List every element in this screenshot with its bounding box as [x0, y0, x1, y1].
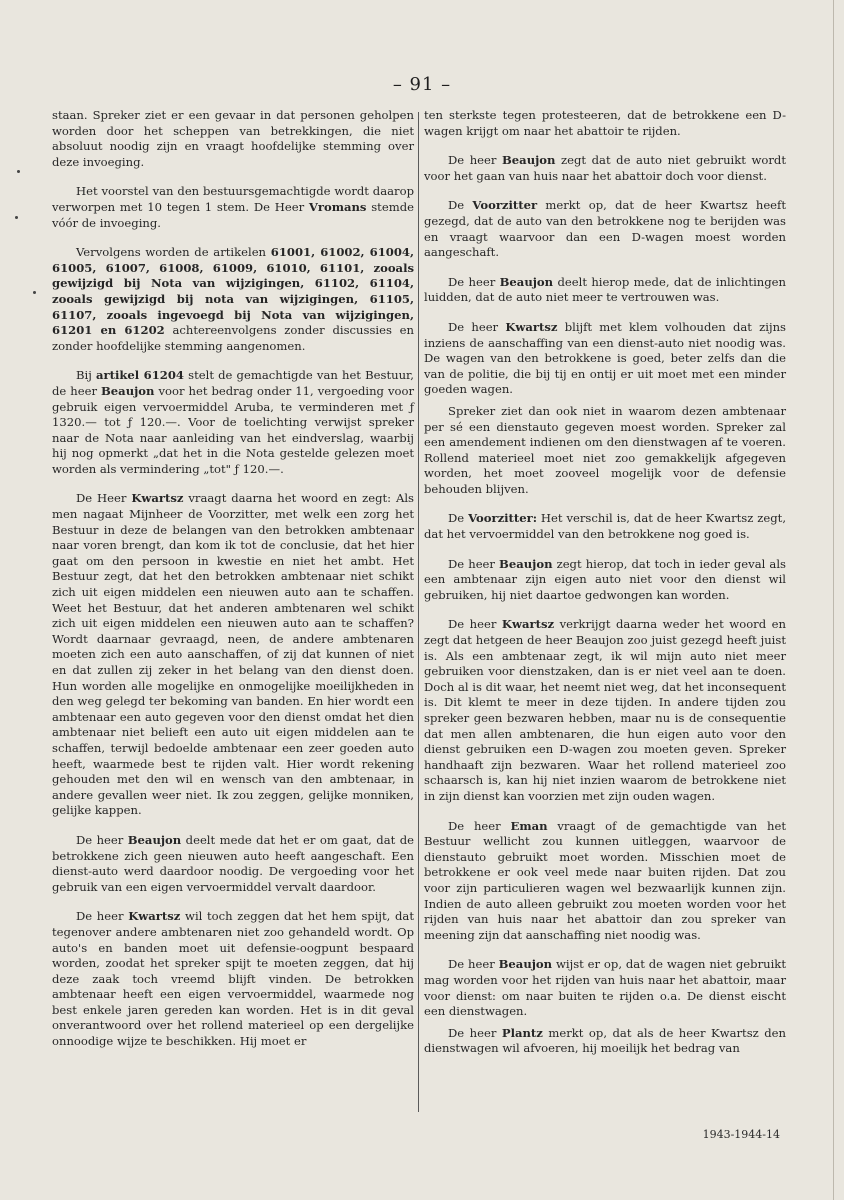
margin-mark	[15, 216, 18, 219]
speaker-name: Beaujon	[101, 383, 155, 398]
speaker-name: Beaujon	[499, 274, 554, 289]
article-reference: artikel 61204	[95, 368, 184, 383]
paragraph: De heer Beaujon zegt hierop, dat toch in ieder geval als een ambtenaar zijn eigen auto niet voor den dienst wil gebruiken, hij niet daartoe gedwongen kan worden.	[424, 556, 786, 602]
page-number: – 91 –	[392, 74, 452, 95]
paragraph: Vervolgens worden de artikelen 61001, 61002, 61004, 61005, 61007, 61008, 61009, 61010, 61101, zooals gewijzigd bij Nota van wijzigingen, 61102, 61104, zooals gewijzigd bij nota van wijzigingen, 61105, 61107, zooals ingevoegd bij Nota van wijzigingen, 61201 en 61202 achtereenvolgens zonder discussies en zonder hoofdelijke stemming aangenomen.	[52, 245, 414, 353]
speaker-name: Vromans	[308, 199, 367, 214]
article-numbers: 61001, 61002, 61004, 61005, 61007, 61008, 61009, 61010, 61101, zooals gewijzigd bij Nota van wijzigingen, 61102, 61104, zooals gewijzigd bij nota van wijzigingen, 61105, 61107, zooals ingevoegd bij Nota van wijzigingen, 61201 en 61202	[52, 245, 414, 338]
paragraph: De heer Kwartsz wil toch zeggen dat het hem spijt, dat tegenover andere ambtenaren niet zoo gehandeld wordt. Op auto's en banden moet uit defensie-oogpunt bespaard worden, zoodat het spreker spijt te moeten zeggen, dat hij deze zaak toch vreemd blijft vinden. De betrokken ambtenaar heeft een eigen vervoermiddel, waarmede nog best enkele jaren gereden kan worden. Het is in dit geval onverantwoord over het rollend materieel op een dergelijke onnoodige wijze te beschikken. Hij moet er	[52, 909, 414, 1049]
paragraph: De heer Beaujon zegt dat de auto niet gebruikt wordt voor het gaan van huis naar het abattoir doch voor dienst.	[424, 153, 787, 183]
paragraph: De heer Kwartsz blijft met klem volhouden dat zijns inziens de aanschaffing van een dienst-auto niet noodig was. De wagen van den betrokkene is goed, beter zelfs dan die van de politie, die bij tij en ontij er uit moet met een minder goeden wagen.	[424, 319, 786, 397]
paragraph: Spreker ziet dan ook niet in waarom dezen ambtenaar per sé een dienstauto gegeven moest worden. Spreker zal een amendement indienen om den dienstwagen af te voeren. Rollend materieel moet niet zoo gemakkelijk afgegeven worden, het moet zooveel mogelijk voor de defensie behouden blijven.	[424, 403, 786, 496]
left-column	[52, 108, 414, 1064]
paragraph: ten sterkste tegen protesteeren, dat de betrokkene een D-wagen krijgt om naar het abattoir te rijden.	[424, 108, 786, 138]
paragraph: De heer Beaujon wijst er op, dat de wagen niet gebruikt mag worden voor het rijden van huis naar het abattoir, maar voor dienst: om naar buiten te rijden o.a. De dienst eischt een dienstwagen.	[424, 957, 786, 1019]
speaker-name: Beaujon	[127, 832, 182, 847]
speaker-name: Beaujon	[498, 957, 553, 972]
paragraph: De Heer Kwartsz vraagt daarna het woord en zegt: Als men nagaat Mijnheer de Voorzitter, met welk een zorg het Bestuur in deze de belangen van den betrokken ambtenaar naar voren brengt, dan kom ik tot de conclusie, dat het hier gaat om den persoon in kwestie en niet het ambt. Het Bestuur zegt, dat het den betrokken ambtenaar niet schikt zich uit eigen middelen een nieuwen auto aan te schaffen. Weet het Bestuur, dat het anderen ambtenaren wel schikt zich uit eigen middelen een nieuwen auto aan te schaffen? Wordt daarnaar gevraagd, neen, de andere ambtenaren moeten zich een auto aanschaffen, of zij dat kunnen of niet en dat zullen zij zeker in het belang van den dienst doen. Hun worden alle mogelijke en onmogelijke moeilijkheden in den weg gelegd ter bekoming van banden. En hier wordt een ambtenaar een auto gegeven voor den dienst omdat het dien ambtenaar niet belieft een auto uit eigen middelen aan te schaffen, terwijl bedoelde ambtenaar een zeer goeden auto heeft, waarmede best te rijden valt. Hier wordt rekening gehouden met den wil en wensch van den ambtenaar, in andere gevallen weer niet. Ik zou zeggen, gelijke monniken, gelijke kappen.	[52, 491, 414, 818]
paragraph: De heer Beaujon deelt mede dat het er om gaat, dat de betrokkene zich geen nieuwen auto heeft aangeschaft. Een dienst-auto werd daardoor noodig. De vergoeding voor het gebruik van een eigen vervoermiddel vervalt daardoor.	[52, 832, 414, 894]
speaker-name: Kwartsz	[128, 909, 181, 924]
speaker-name: Voorzitter:	[468, 511, 538, 526]
speaker-name: Beaujon	[502, 153, 556, 168]
speaker-name: Voorzitter	[472, 198, 538, 213]
speaker-name: Eman	[510, 818, 548, 833]
page-edge-line	[833, 0, 834, 1200]
footer-reference: 1943-1944-14	[702, 1128, 780, 1141]
margin-mark	[17, 170, 20, 173]
paragraph: Bij artikel 61204 stelt de gemachtigde van het Bestuur, de heer Beaujon voor het bedrag onder 11, vergoeding voor gebruik eigen vervoermiddel Aruba, te verminderen met ƒ 1320.— tot ƒ 120.—. Voor de toelichting verwijst spreker naar de Nota naar aanleiding van het eindverslag, waarbij hij nog opmerkt „dat het in die Nota gestelde gelezen moet worden als vermindering „tot" ƒ 120.—.	[52, 368, 414, 476]
speaker-name: Kwartsz	[501, 617, 555, 632]
margin-mark	[33, 291, 36, 294]
paragraph: staan. Spreker ziet er een gevaar in dat personen geholpen worden door het scheppen van betrekkingen, die niet absoluut noodig zijn en vraagt hoofdelijke stemming over deze invoeging.	[52, 108, 414, 169]
column-divider	[418, 112, 419, 1112]
paragraph: De Voorzitter: Het verschil is, dat de heer Kwartsz zegt, dat het vervoermiddel van den betrokkene nog goed is.	[424, 511, 787, 542]
paragraph: De heer Beaujon deelt hierop mede, dat de inlichtingen luidden, dat de auto niet meer te vertrouwen was.	[424, 274, 786, 305]
right-column	[424, 108, 786, 1071]
speaker-name: Beaujon	[499, 556, 553, 571]
paragraph: De heer Kwartsz verkrijgt daarna weder het woord en zegt dat hetgeen de heer Beaujon zoo juist gezegd heeft juist is. Als een ambtenaar zegt, ik wil mijn auto niet meer gebruiken voor dienstzaken, dan is er niet veel aan te doen. Doch al is dit waar, het neemt niet weg, dat het inconsequent is. Dit klemt te meer in deze tijden. In andere tijden zou spreker geen bezwaren hebben, maar nu is de consequentie dat men allen ambtenaren, die hun eigen auto voor den dienst gebruiken een D-wagen zou moeten geven. Spreker handhaaft zijn bezwaren. Waar het rollend materieel zoo schaarsch is, kan hij niet inzien waarom de betrokkene niet in zijn dienst kan voorzien met zijn ouden wagen.	[424, 617, 786, 803]
paragraph: De Voorzitter merkt op, dat de heer Kwartsz heeft gezegd, dat de auto van den betrokkene nog te berijden was en vraagt waarvoor dan een D-wagen moest worden aangeschaft.	[424, 198, 786, 260]
speaker-name: Kwartsz	[505, 319, 558, 334]
speaker-name: Kwartsz	[131, 491, 184, 506]
paragraph: De heer Eman vraagt of de gemachtigde van het Bestuur wellicht zou kunnen uitleggen, waarvoor de dienstauto gebruikt moet worden. Misschien moet de betrokkene er ook veel mede naar buiten rijden. Dat zou voor zijn particulieren wagen wel bezwaarlijk kunnen zijn. Indien de auto alleen gebruikt zou moeten worden voor het rijden van huis naar het abattoir dan zou spreker van meening zijn dat aanschaffing niet noodig was.	[424, 818, 786, 942]
paragraph: De heer Plantz merkt op, dat als de heer Kwartsz den dienstwagen wil afvoeren, hij moeilijk het bedrag van	[424, 1025, 786, 1056]
speaker-name: Plantz	[501, 1025, 543, 1040]
paragraph: Het voorstel van den bestuursgemachtigde wordt daarop verworpen met 10 tegen 1 stem. De Heer Vromans stemde vóór de invoeging.	[52, 184, 414, 230]
